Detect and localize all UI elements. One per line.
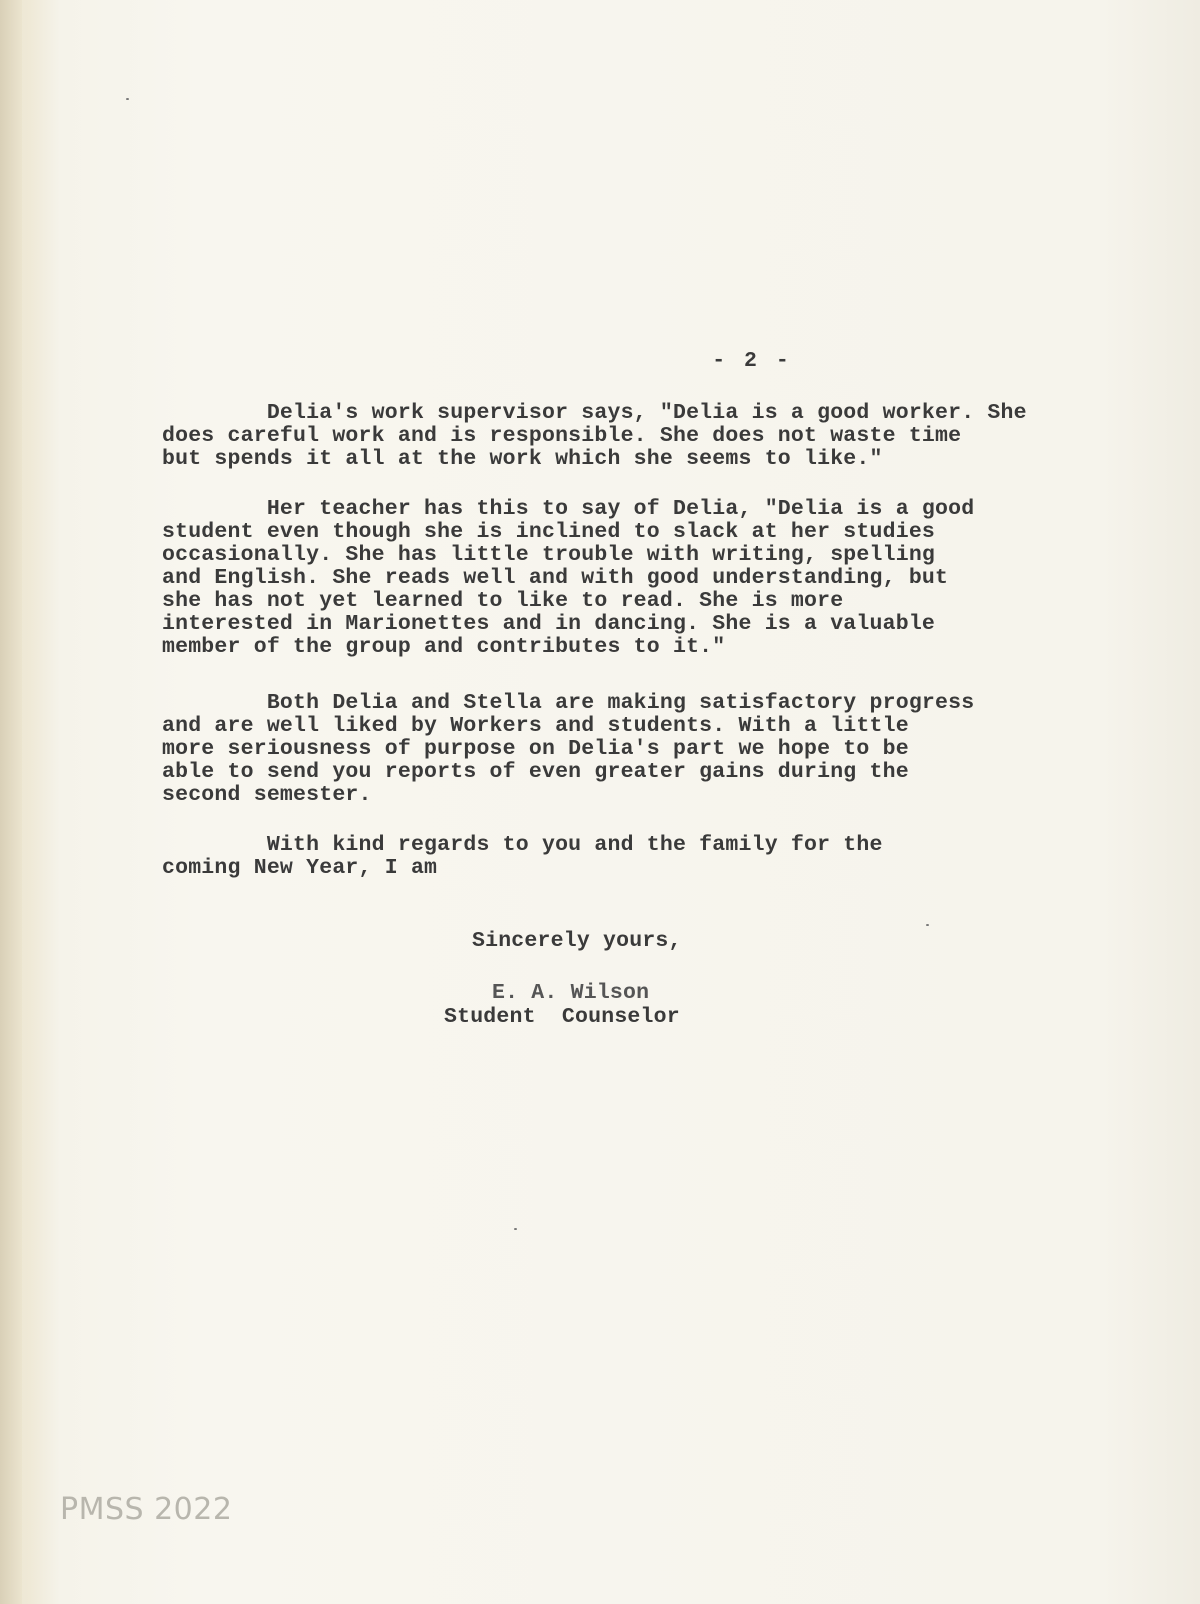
paragraph-regards: With kind regards to you and the family for the coming New Year, I am	[162, 833, 883, 880]
paper-speck	[926, 924, 929, 926]
signature-name: E. A. Wilson	[492, 981, 650, 1005]
paragraph-progress: Both Delia and Stella are making satisfactory progress and are well liked by Workers and students. With a little more seriousness of purpose on Delia's part we hope to be able to send you reports of even greater gains during the second semester.	[162, 691, 975, 807]
paper-speck	[514, 1228, 517, 1230]
paragraph-teacher: Her teacher has this to say of Delia, "Delia is a good student even though she is inclined to slack at her studies occasionally. She has little trouble with writing, spelling and English. She reads well and with good understanding, but she has not yet learned to like to read. She is more interested in Marionettes and in dancing. She is a valuable member of the group and contributes to it."	[162, 497, 975, 659]
paragraph-work-supervisor: Delia's work supervisor says, "Delia is a good worker. She does careful work and is responsible. She does not waste time but spends it all at the work which she seems to like."	[162, 401, 1027, 471]
paper-edge	[0, 0, 22, 1604]
page-number: - 2 -	[712, 349, 792, 373]
paper-speck	[126, 98, 129, 100]
archive-watermark: PMSS 2022	[60, 1492, 233, 1527]
closing-salutation: Sincerely yours,	[472, 929, 682, 953]
signer-title: Student Counselor	[444, 1005, 680, 1029]
